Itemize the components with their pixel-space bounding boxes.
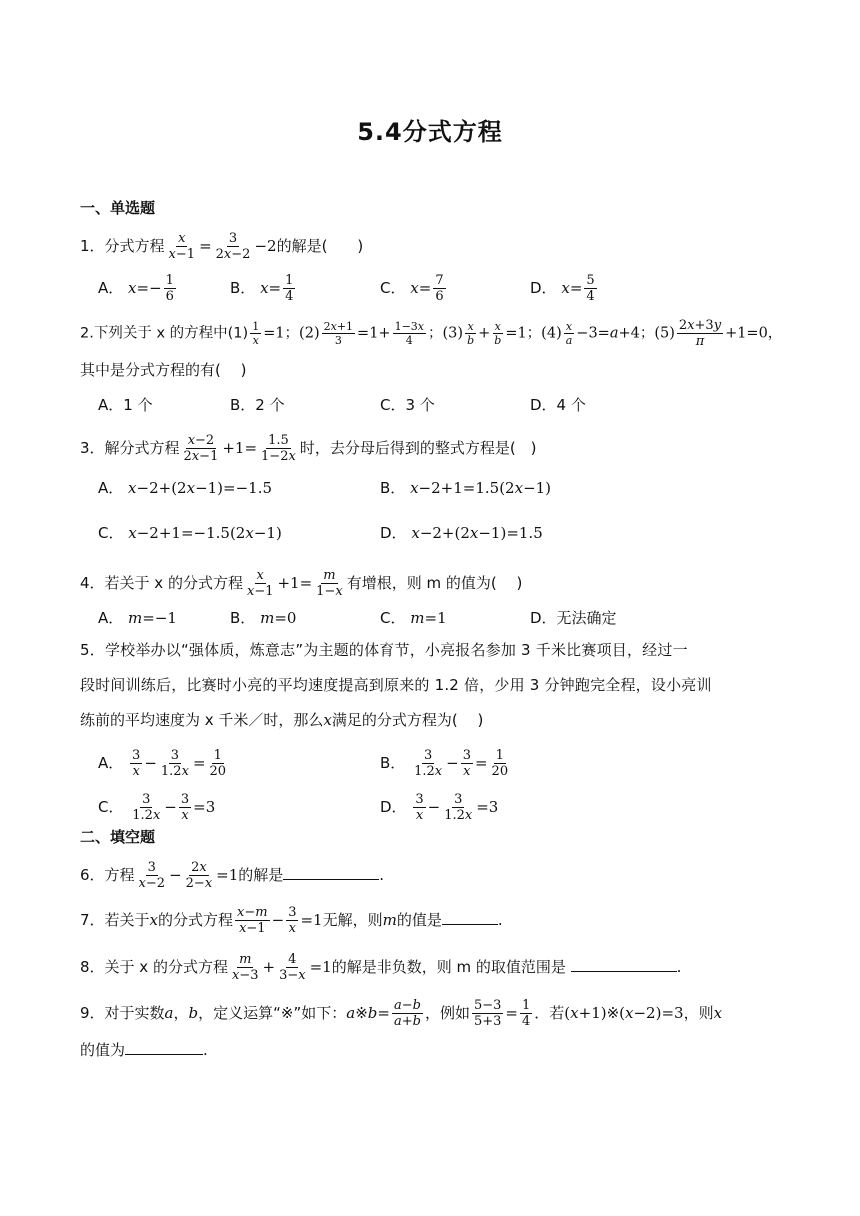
q5-line-3: 练前的平均速度为 x 千米／时，那么x满足的分式方程为( ) bbox=[80, 711, 484, 729]
q2-line-2: 其中是分式方程的有( ) bbox=[80, 361, 247, 379]
question-7: 7．若关于x的分式方程 $\frac{x-m}{x-1}$ − $\frac{3}{x}$ =1无解，则m的值是 . bbox=[80, 905, 503, 936]
q4-option-d[interactable]: D．无法确定 bbox=[530, 609, 617, 627]
q9-line-2: 的值为 . bbox=[80, 1041, 208, 1059]
question-3: 3．解分式方程 $\frac{x-2}{2x-1}$ +1= $\frac{1.5}{1-2x}$ 时，去分母后得到的整式方程是( ) bbox=[80, 433, 537, 464]
question-2: 2.下列关于 x 的方程中(1) $\frac{1}{x}$ =1；(2) $\frac{2x+1}{3}$ =1+ $\frac{1-3x}{4}$ ；(3) $\frac{x}{b}$ + $\frac{x}{b}$ =1；(4) $\frac{x}{a}$ −3=a+4；(5) $\frac{2x+3y}{\pi}$ +1=0， bbox=[80, 318, 783, 349]
q2-option-b[interactable]: B．2 个 bbox=[230, 396, 285, 414]
q1-option-b[interactable]: B． x= $\frac{1}{4}$ bbox=[230, 273, 294, 304]
q3-suffix: 时，去分母后得到的整式方程是( ) bbox=[299, 439, 537, 457]
q9-answer-blank[interactable] bbox=[125, 1040, 203, 1055]
q2-option-a[interactable]: A．1 个 bbox=[98, 396, 153, 414]
q2-prefix: 2.下列关于 x 的方程中(1) bbox=[80, 325, 249, 342]
q1-suffix: 的解是( ) bbox=[276, 237, 364, 255]
q1-frac-right: $\frac{3}{2x-2}$ bbox=[215, 231, 251, 262]
question-6: 6．方程 $\frac{3}{x-2}$ − $\frac{2x}{2-x}$ =1的解是 . bbox=[80, 860, 385, 891]
q7-answer-blank[interactable] bbox=[442, 910, 498, 925]
q4-suffix: 有增根，则 m 的值为( ) bbox=[346, 574, 523, 592]
q4-prefix: 4．若关于 x 的分式方程 bbox=[80, 574, 243, 592]
q6-answer-blank[interactable] bbox=[283, 865, 379, 880]
q5-line-1: 5．学校举办以“强体质，炼意志”为主题的体育节，小亮报名参加 3 千米比赛项目，经过一 bbox=[80, 641, 688, 659]
q2-option-d[interactable]: D．4 个 bbox=[530, 396, 586, 414]
question-9: 9．对于实数a，b，定义运算“※”如下：a※b= $\frac{a-b}{a+b}$ ，例如 $\frac{5-3}{5+3}$ = $\frac{1}{4}$ ．若(x+1)※(x−2)=3，则x bbox=[80, 998, 723, 1029]
q4-option-a[interactable]: A． m=−1 bbox=[98, 609, 177, 627]
q3-option-b[interactable]: B． x−2+1=1.5(2x−1) bbox=[380, 479, 552, 497]
q5-option-c[interactable]: C． $\frac{3}{1.2x}$ − $\frac{3}{x}$ =3 bbox=[98, 792, 216, 823]
q4-option-b[interactable]: B． m=0 bbox=[230, 609, 297, 627]
section-heading-single-choice: 一、单选题 bbox=[80, 199, 156, 217]
q8-answer-blank[interactable] bbox=[571, 957, 677, 972]
q3-prefix: 3．解分式方程 bbox=[80, 439, 180, 457]
q1-frac-left: $\frac{x}{x-1}$ bbox=[168, 231, 196, 262]
q1-prefix: 1．分式方程 bbox=[80, 237, 165, 255]
q5-option-a[interactable]: A． $\frac{3}{x}$ − $\frac{3}{1.2x}$ = $\frac{1}{20}$ bbox=[98, 748, 227, 779]
q5-line-2: 段时间训练后，比赛时小亮的平均速度提高到原来的 1.2 倍，少用 3 分钟跑完全程，设小亮训 bbox=[80, 676, 712, 694]
question-8: 8．关于 x 的分式方程 $\frac{m}{x-3}$ + $\frac{4}{3-x}$ =1的解是非负数，则 m 的取值范围是 . bbox=[80, 952, 682, 983]
q1-option-d[interactable]: D． x= $\frac{5}{4}$ bbox=[530, 273, 595, 304]
q2-option-c[interactable]: C．3 个 bbox=[380, 396, 435, 414]
q1-option-c[interactable]: C． x= $\frac{7}{6}$ bbox=[380, 273, 444, 304]
q3-option-a[interactable]: A． x−2+(2x−1)=−1.5 bbox=[98, 479, 273, 497]
q5-option-b[interactable]: B． $\frac{3}{1.2x}$ − $\frac{3}{x}$ = $\frac{1}{20}$ bbox=[380, 748, 509, 779]
question-4: 4．若关于 x 的分式方程 $\frac{x}{x-1}$ +1= $\frac{m}{1-x}$ 有增根，则 m 的值为( ) bbox=[80, 568, 523, 599]
q1-option-a[interactable]: A． x=− $\frac{1}{6}$ bbox=[98, 273, 174, 304]
section-heading-fill-blank: 二、填空题 bbox=[80, 828, 156, 846]
q3-option-d[interactable]: D． x−2+(2x−1)=1.5 bbox=[380, 524, 543, 542]
q3-option-c[interactable]: C． x−2+1=−1.5(2x−1) bbox=[98, 524, 282, 542]
q5-option-d[interactable]: D． $\frac{3}{x}$ − $\frac{3}{1.2x}$ =3 bbox=[380, 792, 499, 823]
q4-option-c[interactable]: C． m=1 bbox=[380, 609, 447, 627]
page-title: 5.4分式方程 bbox=[357, 118, 503, 146]
question-1: 1．分式方程 $\frac{x}{x-1}$ = $\frac{3}{2x-2}$ −2的解是( ) bbox=[80, 231, 364, 262]
